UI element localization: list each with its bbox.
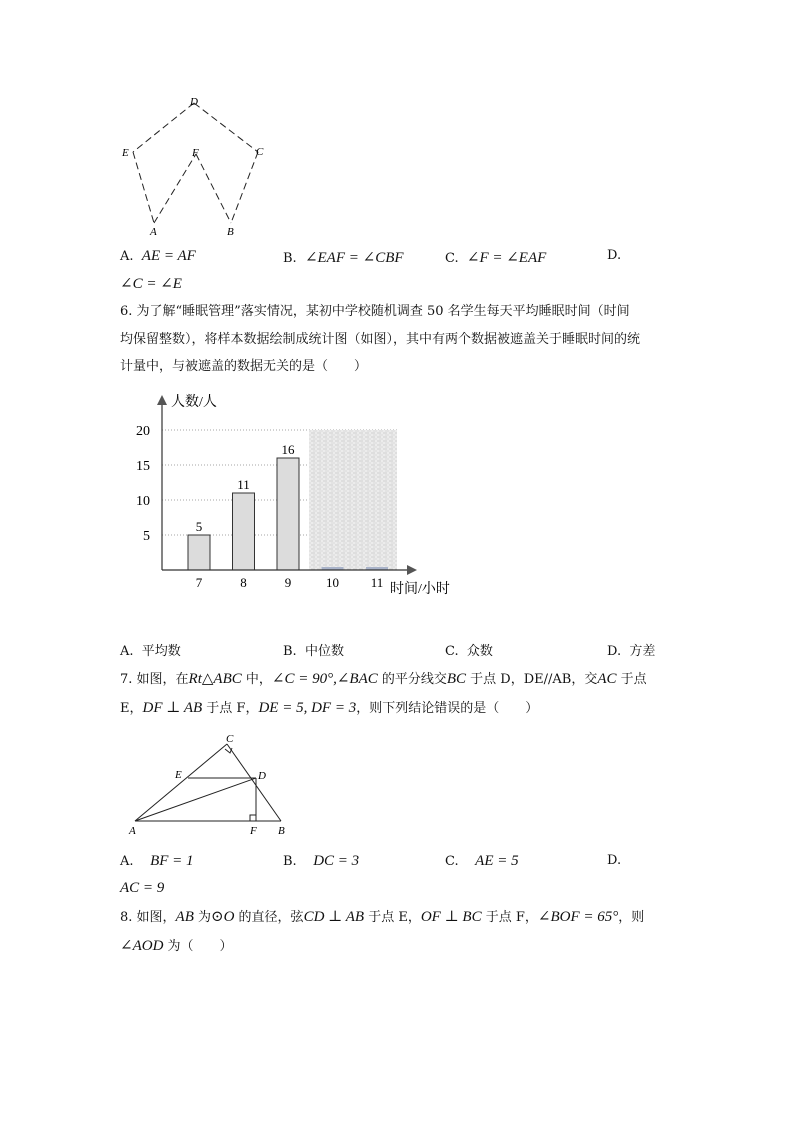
x-tick-label: 8 [240,575,247,590]
q5-option-b: B. ∠EAF = ∠CBF [283,250,404,266]
label-F: F [250,825,257,837]
q7-figure [125,728,295,840]
y-tick-label: 10 [136,494,150,509]
segment-CB [227,744,281,821]
y-axis-title: 人数/人 [171,395,217,410]
q5-option-a: A. AE = AF [120,248,196,264]
label-B: B [278,825,285,837]
q7-option-d-letter: D. [607,853,622,868]
x-tick-label: 9 [284,575,292,590]
obscured-region [309,430,397,570]
q5-option-c: C. ∠F = ∠EAF [445,250,547,266]
bar-8 [233,493,255,570]
edge-AF [154,154,196,223]
bar-9 [277,458,299,570]
edge-DC [194,103,258,152]
label-F: F [192,147,199,159]
q6-option-a-text: 平均数 [141,644,181,659]
y-tick-label: 15 [136,459,150,474]
q7-option-a: A. BF = 1 [120,853,194,869]
label-D: D [190,96,198,108]
edge-EA [133,152,154,223]
q6-text-line1: 6. 为了解“睡眠管理”落实情况，某初中学校随机调查 50 名学生每天平均睡眠时间（时间 [120,304,630,319]
segment-AD [135,778,256,821]
right-angle-mark-C [225,748,232,753]
x-tick-label: 7 [195,575,203,590]
label-C: C [256,146,264,158]
edge-CB [231,152,258,223]
q5-option-d-text: ∠C = ∠E [120,276,182,292]
q8-text-line2: ∠AOD 为（ ） [120,938,233,954]
q8-text-line1: 8. 如图，AB 为⊙O 的直径，弦CD ⊥ AB 于点 E，OF ⊥ BC 于点 F，∠BOF = 65°，则 [120,909,645,925]
q5-figure [110,90,280,240]
data-label-7: 5 [195,519,203,534]
label-A: A [129,825,136,837]
q7-option-c: C. AE = 5 [445,853,519,869]
edge-DE [133,103,194,152]
data-label-9: 16 [281,442,295,457]
x-axis-arrow-icon [407,565,417,575]
q6-option-a: A. 平均数 [120,644,181,659]
q6-option-c-text: 众数 [466,644,493,659]
label-A: A [150,226,157,238]
label-C: C [226,733,234,745]
q7-option-b-text: DC = 3 [313,853,360,869]
label-E: E [122,147,129,159]
x-axis-title: 时间/小时 [390,582,450,597]
q5-option-a-text: AE = AF [141,248,196,264]
q5-option-d-letter: D. [607,248,622,263]
q5-option-b-text: ∠EAF = ∠CBF [304,250,404,266]
data-label-8: 11 [237,477,250,492]
q6-option-b: B. 中位数 [283,644,344,659]
x-tick-label: 10 [326,575,339,590]
q5-option-c-text: ∠F = ∠EAF [466,250,547,266]
label-D: D [258,770,266,782]
right-angle-mark-F [250,815,256,821]
q7-option-c-text: AE = 5 [475,853,519,869]
q6-option-c: C. 众数 [445,644,493,659]
y-tick-label: 5 [143,529,150,544]
x-tick-label: 11 [370,575,384,590]
q7-option-d-text: AC = 9 [120,880,165,896]
y-axis-arrow-icon [157,395,167,405]
sleep-bar-chart [125,388,465,603]
q7-option-b: B. DC = 3 [283,853,360,869]
q7-option-a-text: BF = 1 [150,853,194,869]
bar-7 [188,535,210,570]
q6-option-b-text: 中位数 [304,644,344,659]
q6-option-d-text: 方差 [629,644,656,659]
q7-text-line2: E，DF ⊥ AB 于点 F，DE = 5, DF = 3，则下列结论错误的是（ ） [120,700,539,716]
label-B: B [227,226,234,238]
q6-text-line2: 均保留整数），将样本数据绘制成统计图（如图），其中有两个数据被遮盖关于睡眠时间的统 [120,332,641,347]
q6-option-d: D. 方差 [607,644,656,659]
label-E: E [175,769,182,781]
q7-text-line1: 7. 如图，在Rt△ABC 中，∠C = 90°,∠BAC 的平分线交BC 于点 D，DE//AB，交AC 于点 [120,671,647,687]
q6-text-line3: 计量中，与被遮盖的数据无关的是（ ） [120,359,368,374]
y-tick-label: 20 [136,424,150,439]
segment-AC [135,744,227,821]
edge-FB [196,154,231,223]
